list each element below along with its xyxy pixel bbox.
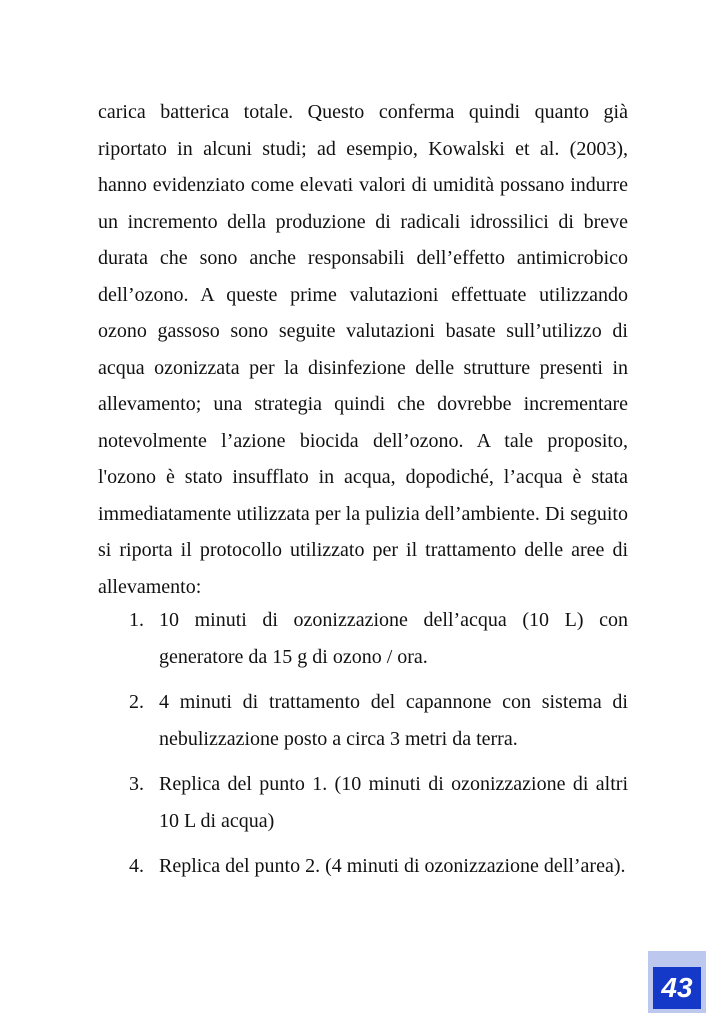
page-number: 43 xyxy=(653,967,701,1009)
list-item-text: Replica del punto 2. (4 minuti di ozonizzazione dell’area). xyxy=(159,855,626,877)
list-item xyxy=(98,766,628,839)
body-paragraph: carica batterica totale. Questo conferma quindi quanto già riportato in alcuni studi; ad esempio, Kowalski et al. (2003), hanno evidenziato come elevati valori di umidità possano indurre un incremento della produzione di radicali idrossilici di breve durata che sono anche responsabili dell’effetto antimicrobico dell’ozono. A queste prime valutazioni effettuate utilizzando ozono gassoso sono seguite valutazioni basate sull’utilizzo di acqua ozonizzata per la disinfezione delle strutture presenti in allevamento; una strategia quindi che dovrebbe incrementare notevolmente l’azione biocida dell’ozono. A tale proposito, l'ozono è stato insufflato in acqua, dopodiché, l’acqua è stata immediatamente utilizzata per la pulizia dell’ambiente. Di seguito si riporta il protocollo utilizzato per il trattamento delle aree di allevamento: xyxy=(98,101,628,598)
list-item xyxy=(98,848,628,885)
list-item-text: 10 minuti di ozonizzazione dell’acqua (10 L) con generatore da 15 g di ozono / ora. xyxy=(159,609,628,668)
list-item-text: 4 minuti di trattamento del capannone con sistema di nebulizzazione posto a circa 3 metri da terra. xyxy=(159,691,628,750)
list-item-number: 4. xyxy=(129,855,144,877)
list-item-text: Replica del punto 1. (10 minuti di ozonizzazione di altri 10 L di acqua) xyxy=(159,773,628,832)
list-item xyxy=(98,684,628,757)
protocol-steps-list xyxy=(98,602,628,894)
list-item-number: 2. xyxy=(129,691,144,713)
list-item xyxy=(98,602,628,675)
list-item-number: 3. xyxy=(129,773,144,795)
list-item-number: 1. xyxy=(129,609,144,631)
